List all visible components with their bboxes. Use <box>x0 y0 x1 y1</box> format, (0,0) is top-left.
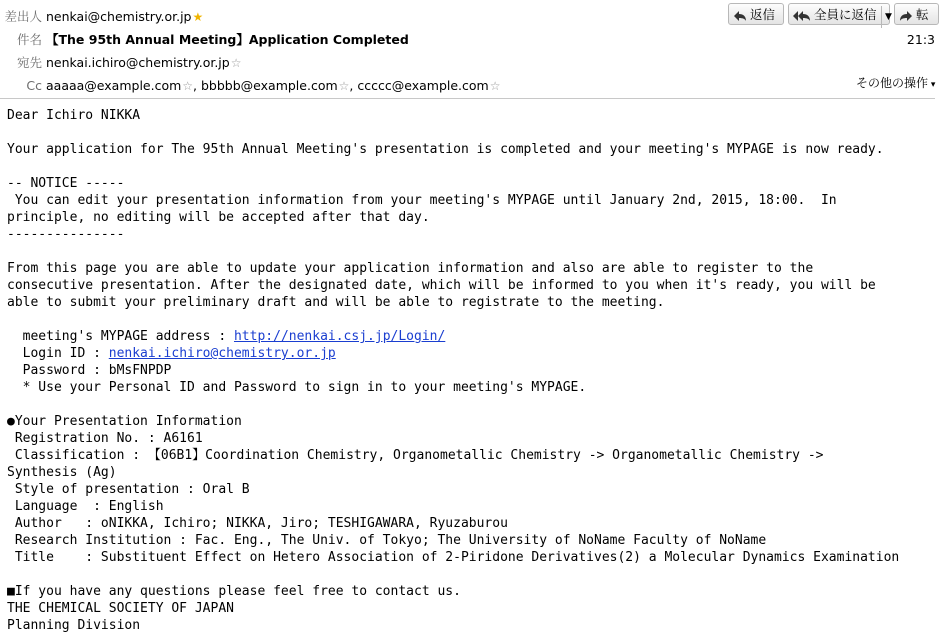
reply-icon <box>733 10 747 22</box>
star-icon[interactable]: ★ <box>192 10 204 24</box>
notice-text: principle, no editing will be accepted after that day. <box>7 210 430 225</box>
subject-text: 【The 95th Annual Meeting】Application Completed <box>46 32 409 47</box>
other-actions-menu[interactable] <box>856 74 935 94</box>
organization-name: THE CHEMICAL SOCIETY OF JAPAN <box>7 601 234 616</box>
presentation-style: Style of presentation : Oral B <box>7 482 250 497</box>
to-row <box>0 53 241 73</box>
cc-address[interactable]: bbbbb@example.com <box>201 78 338 93</box>
reply-label: 返信 <box>750 7 776 22</box>
author: Author : oNIKKA, Ichiro; NIKKA, Jiro; TESHIGAWARA, Ryuzaburou <box>7 516 508 531</box>
cc-label: Cc <box>26 78 42 93</box>
login-id-link[interactable]: nenkai.ichiro@chemistry.or.jp <box>108 346 336 361</box>
mypage-label: meeting's MYPAGE address : <box>7 329 234 344</box>
message-time: 21:3 <box>906 32 935 47</box>
division-name: Planning Division <box>7 618 141 633</box>
login-line <box>7 345 935 362</box>
from-label: 差出人 <box>4 9 42 24</box>
reply-all-button[interactable] <box>788 3 890 25</box>
star-outline-icon[interactable]: ☆ <box>230 56 242 70</box>
other-actions-label: その他の操作 <box>856 76 929 90</box>
chevron-down-icon: ▾ <box>928 80 936 90</box>
message-header <box>0 0 935 99</box>
forward-label: 転 <box>916 7 929 22</box>
notice-end: --------------- <box>7 227 125 242</box>
reply-all-label: 全員に返信 <box>814 7 877 22</box>
to-address[interactable]: nenkai.ichiro@chemistry.or.jp <box>46 55 230 70</box>
cc-row: Cc aaaaa@example.com☆, bbbbb@example.com☆, ccccc@example.com☆ <box>0 76 500 96</box>
from-address[interactable]: nenkai@chemistry.or.jp <box>46 9 192 24</box>
login-label: Login ID : <box>7 346 109 361</box>
language: Language : English <box>7 499 164 514</box>
cc-address[interactable]: aaaaa@example.com <box>46 78 182 93</box>
star-outline-icon[interactable]: ☆ <box>489 79 501 93</box>
cc-address[interactable]: ccccc@example.com <box>357 78 489 93</box>
mypage-link[interactable]: http://nenkai.csj.jp/Login/ <box>233 329 446 344</box>
reply-button[interactable] <box>728 3 784 25</box>
star-outline-icon[interactable]: ☆ <box>338 79 350 93</box>
mypage-line <box>7 328 935 345</box>
paragraph-text: consecutive presentation. After the designated date, which will be informed to you when it's ready, you will be <box>7 278 876 293</box>
chevron-down-icon[interactable]: ▼ <box>881 6 896 28</box>
research-institution: Research Institution : Fac. Eng., The Univ. of Tokyo; The University of NoName Faculty of NoName <box>7 533 767 548</box>
message-body <box>7 99 935 634</box>
classification: Classification : 【06B1】Coordination Chemistry, Organometallic Chemistry -> Organometallic Chemistry -> <box>7 448 824 463</box>
forward-button[interactable] <box>894 3 939 25</box>
presentation-title: Title : Substituent Effect on Hetero Association of 2-Piridone Derivatives(2) a Molecular Dynamics Examination <box>7 550 900 565</box>
notice-start: -- NOTICE ----- <box>7 176 125 191</box>
signin-note: * Use your Personal ID and Password to sign in to your meeting's MYPAGE. <box>7 380 587 395</box>
password-line: Password : bMsFNPDP <box>7 363 172 378</box>
paragraph-text: able to submit your preliminary draft and will be able to registrate to the meeting. <box>7 295 665 310</box>
reply-all-icon <box>793 10 811 22</box>
paragraph-text: From this page you are able to update your application information and also are able to register to the <box>7 261 814 276</box>
subject-row <box>0 30 409 50</box>
forward-icon <box>899 10 913 22</box>
info-heading: ●Your Presentation Information <box>7 414 242 429</box>
star-outline-icon[interactable]: ☆ <box>182 79 194 93</box>
contact-note: ■If you have any questions please feel free to contact us. <box>7 584 461 599</box>
registration-no: Registration No. : A6161 <box>7 431 203 446</box>
from-row <box>0 7 203 27</box>
to-label: 宛先 <box>16 55 42 70</box>
intro-text: Your application for The 95th Annual Meeting's presentation is completed and your meeting's MYPAGE is now ready. <box>7 142 884 157</box>
greeting: Dear Ichiro NIKKA <box>7 108 141 123</box>
classification: Synthesis (Ag) <box>7 465 117 480</box>
notice-text: You can edit your presentation information from your meeting's MYPAGE until January 2nd, 2015, 18:00. In <box>7 193 837 208</box>
subject-label: 件名 <box>16 32 42 47</box>
